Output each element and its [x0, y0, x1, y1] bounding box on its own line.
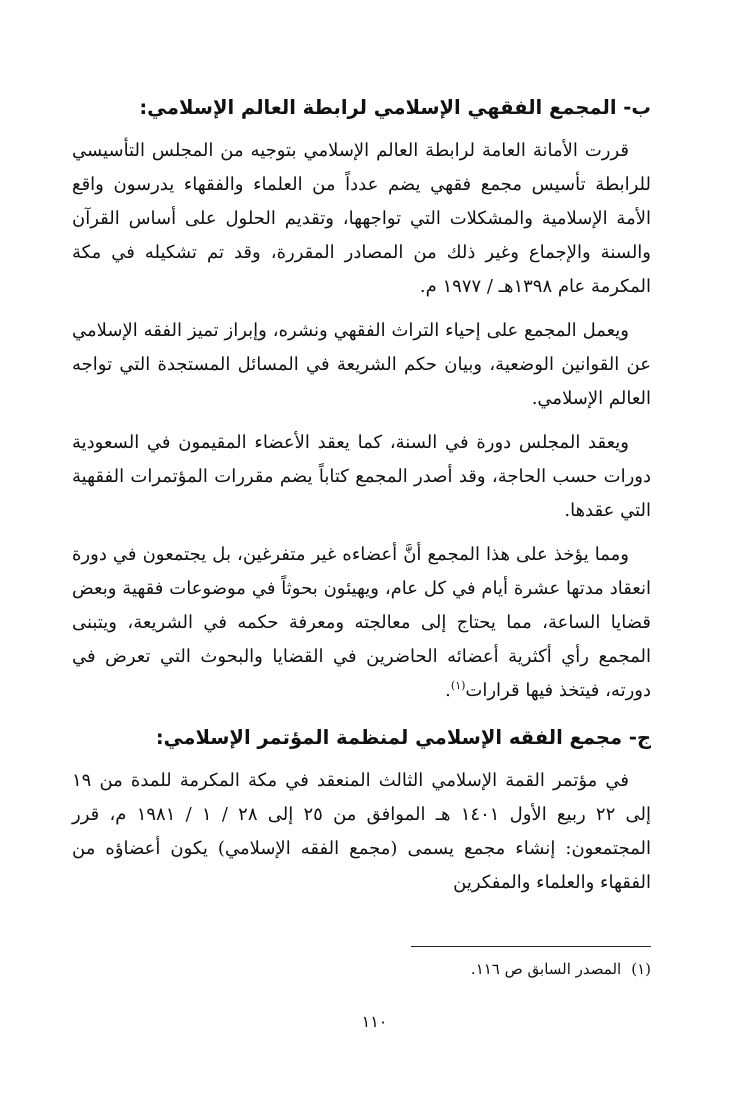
section-b-paragraph-4-tail: .: [445, 680, 451, 701]
page-body: [72, 78, 651, 1067]
section-b-heading: ب- المجمع الفقهي الإسلامي لرابطة العالم الإسلامي:: [139, 96, 651, 119]
footnote-number: (١): [631, 960, 651, 978]
section-b-paragraph-3: ويعقد المجلس دورة في السنة، كما يعقد الأعضاء المقيمون في السعودية دورات حسب الحاجة، وقد أصدر المجمع كتاباً يضم مقررات المؤتمرات الفقهية التي عقدها.: [72, 432, 651, 521]
section-b-paragraph-4: [72, 538, 651, 708]
section-c-paragraph-1: في مؤتمر القمة الإسلامي الثالث المنعقد في مكة المكرمة للمدة من ١٩ إلى ٢٢ ربيع الأول ١٤٠١ هـ الموافق من ٢٥ إلى ٢٨ / ١ / ١٩٨١ م، قرر المجتمعون: إنشاء مجمع يسمى (مجمع الفقه الإسلامي) يكون أعضاؤه من الفقهاء والعلماء والمفكرين: [72, 770, 651, 893]
section-c-heading: ج- مجمع الفقه الإسلامي لمنظمة المؤتمر الإسلامي:: [155, 726, 651, 749]
section-b-paragraph-1: قررت الأمانة العامة لرابطة العالم الإسلامي بتوجيه من المجلس التأسيسي للرابطة تأسيس مجمع فقهي يضم عدداً من العلماء والفقهاء يدرسون واقع الأمة الإسلامية والمشكلات التي تواجهها، وتقديم الحلول على أساس القرآن والسنة والإجماع وغير ذلك من المصادر المقررة، وقد تم تشكيله في مكة المكرمة عام ١٣٩٨هـ / ١٩٧٧ م.: [72, 140, 651, 297]
section-b-paragraph-2: ويعمل المجمع على إحياء التراث الفقهي ونشره، وإبراز تميز الفقه الإسلامي عن القوانين الوضعية، وبيان حكم الشريعة في المسائل المستجدة التي تواجه العالم الإسلامي.: [72, 320, 651, 409]
section-b-paragraph-4-text: ومما يؤخذ على هذا المجمع أنَّ أعضاءه غير متفرغين، بل يجتمعون في دورة انعقاد مدتها عشرة أيام في كل عام، ويهيئون بحوثاً في موضوعات فقهية وبعض قضايا الساعة، مما يحتاج إلى معالجته ومعرفة حكمه في الشريعة، ويتبنى المجمع رأي أكثرية أعضائه الحاضرين في القضايا والبحوث التي تعرض في دورته، فيتخذ فيها قرارات: [72, 544, 651, 701]
footnote-text: المصدر السابق ص ١١٦.: [470, 960, 622, 978]
footnote: [471, 958, 651, 980]
page-number: ١١٠: [361, 1012, 388, 1031]
footnote-reference[interactable]: (١): [450, 679, 466, 692]
footnote-divider: [411, 946, 651, 947]
